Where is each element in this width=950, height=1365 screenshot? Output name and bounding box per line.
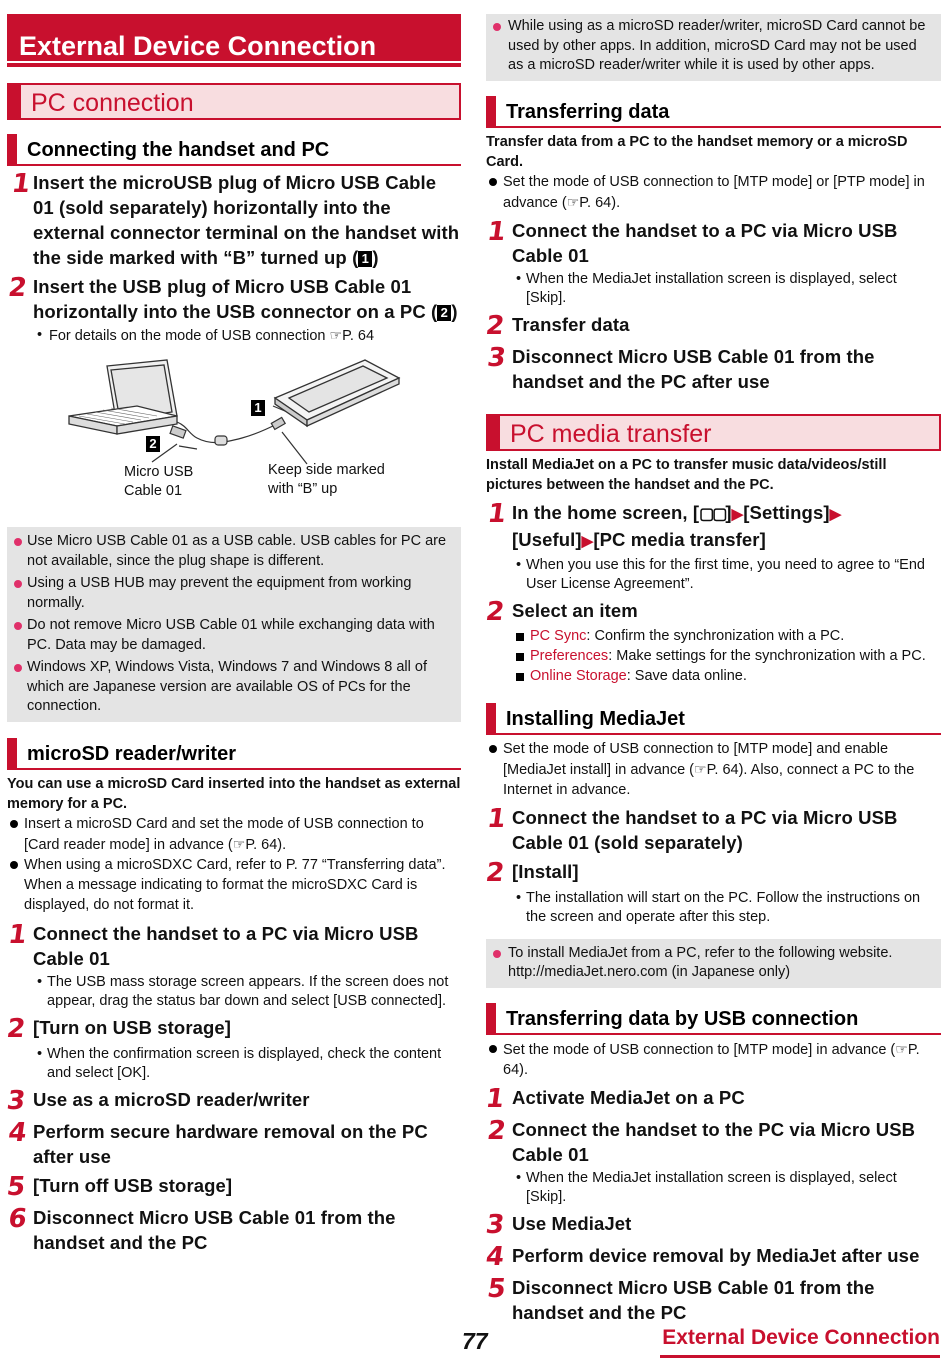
step-number: 2 <box>483 596 507 627</box>
step-text: Perform device removal by MediaJet after use <box>512 1244 920 1266</box>
step-text: Connect the handset to a PC via Micro USB Cable 01 <box>33 922 419 969</box>
page-reference[interactable]: P. 64 <box>342 328 375 344</box>
step-number: 2 <box>6 273 29 303</box>
transferring-lead: Transfer data from a PC to the handset memory or a microSD Card. <box>486 133 908 170</box>
badge-2: 2 <box>146 436 160 452</box>
microsd-step-5 <box>4 1171 461 1202</box>
step-number: 2 <box>485 1115 508 1146</box>
connect-step-2 <box>7 274 461 324</box>
media-transfer-lead: Install MediaJet on a PC to transfer music data/videos/still pictures between the handset and the PC. <box>486 456 887 493</box>
installing-bullet: Set the mode of USB connection to [MTP mode] and enable [MediaJet install] in advance (☞P. 64). Also, connect a PC to the Internet in advance. <box>486 739 941 800</box>
step-number: 4 <box>6 1117 29 1148</box>
transferring-bullet: Set the mode of USB connection to [MTP mode] or [PTP mode] in advance (☞P. 64). <box>486 172 941 213</box>
chapter-title: External Device Connection <box>7 14 461 67</box>
footer-section-title: External Device Connection <box>662 1326 940 1349</box>
step-text: Insert the microUSB plug of Micro USB Cable 01 (sold separately) horizontally into the external connector terminal on the handset with the side marked with “B” turned up ( 1 ) <box>33 172 460 268</box>
arrow-right-icon: ▶ <box>731 505 744 523</box>
reference-icon: ☞ <box>232 835 246 852</box>
media-transfer-step-1 <box>486 500 941 554</box>
step-number: 4 <box>483 1241 507 1272</box>
step-number: 2 <box>483 310 507 341</box>
installing-step-2-note: • The installation will start on the PC. Follow the instructions on the screen and operate after this step. <box>486 889 941 927</box>
step-text: Connect the handset to a PC via Micro USB Cable 01 <box>512 219 898 266</box>
reference-icon: ☞ <box>566 193 580 210</box>
reference-icon: ☞ <box>895 1040 908 1057</box>
badge-1: 1 <box>251 400 265 416</box>
subsection-title-connecting: Connecting the handset and PC <box>7 134 461 166</box>
step-text: Disconnect Micro USB Cable 01 from the handset and the PC <box>33 1206 396 1253</box>
microsd-step-3 <box>4 1085 461 1116</box>
usb-transfer-step-3 <box>483 1209 941 1240</box>
item-pc-sync: PC Sync: Confirm the synchronization with a PC. <box>486 627 941 646</box>
handset-icon <box>275 360 399 426</box>
step-number: 1 <box>9 169 33 199</box>
note-item: Do not remove Micro USB Cable 01 while exchanging data with PC. Data may be damaged. <box>15 616 453 655</box>
usb-transfer-step-5 <box>486 1275 941 1325</box>
subsection-title-installing: Installing MediaJet <box>486 703 941 735</box>
note-item: Using a USB HUB may prevent the equipment from working normally. <box>15 574 453 613</box>
side-b-label: Keep side marked with “B” up <box>268 462 385 497</box>
microsd-step-1-note: • The USB mass storage screen appears. If the screen does not appear, drag the status bar down and select [USB connected]. <box>7 973 461 1011</box>
step-text: Connect the handset to a PC via Micro USB Cable 01 (sold separately) <box>512 806 898 853</box>
microsd-step-4 <box>7 1119 461 1169</box>
connect-step-2-note: • For details on the mode of USB connection ☞P. 64 <box>7 326 461 346</box>
microsd-step-2-note: • When the confirmation screen is displayed, check the content and select [OK]. <box>7 1045 461 1083</box>
mediajet-website-note: To install MediaJet from a PC, refer to the following website. http://mediaJet.nero.com (in Japanese only) <box>486 939 941 988</box>
note-item: Windows XP, Windows Vista, Windows 7 and Windows 8 all of which are Japanese version are available OS of PCs for the connection. <box>15 658 453 717</box>
step-number: 3 <box>483 1209 507 1240</box>
step-number: 1 <box>6 919 29 950</box>
mediajet-url-link[interactable]: http://mediaJet.nero.com (in Japanese only) <box>508 964 791 980</box>
page-reference[interactable]: P. 64). <box>503 1041 920 1078</box>
reference-icon: ☞ <box>694 760 707 777</box>
step-number: 6 <box>6 1203 29 1234</box>
item-preferences: Preferences: Make settings for the synchronization with a PC. <box>486 647 941 666</box>
microsd-bullet-2: When using a microSDXC Card, refer to P. 77 “Transferring data”. When a message indicating to format the microSDXC Card is displayed, do not format it. <box>7 855 461 915</box>
section-title-media-transfer: PC media transfer <box>486 414 941 451</box>
right-column <box>483 14 941 1325</box>
page-reference[interactable]: P. 64). <box>579 194 621 211</box>
subsection-title-transferring: Transferring data <box>486 96 941 128</box>
step-text: Transfer data <box>512 313 630 335</box>
step-number: 2 <box>4 1013 28 1044</box>
microsd-step-6 <box>7 1205 461 1255</box>
step-text: Use as a microSD reader/writer <box>33 1088 310 1110</box>
step-text: [Turn off USB storage] <box>33 1174 233 1196</box>
usb-transfer-step-4 <box>483 1241 941 1272</box>
step-text: Disconnect Micro USB Cable 01 from the handset and the PC after use <box>512 345 875 392</box>
section-title-pc-connection: PC connection <box>7 83 461 120</box>
step-number: 3 <box>4 1085 28 1116</box>
step-number: 1 <box>485 498 509 529</box>
transferring-step-3 <box>486 344 941 394</box>
laptop-phone-illustration <box>7 354 461 526</box>
note-item: Use Micro USB Cable 01 as a USB cable. USB cables for PC are not available, since the plug shape is different. <box>15 532 453 571</box>
media-transfer-step-1-note: • When you use this for the first time, you need to agree to “End User License Agreement”. <box>486 556 941 594</box>
step-number: 2 <box>483 857 507 888</box>
step-number: 3 <box>485 342 508 373</box>
left-column <box>4 14 461 1255</box>
badge-2: 2 <box>437 305 451 321</box>
step-text: Use MediaJet <box>512 1212 632 1234</box>
usb-transfer-bullet: Set the mode of USB connection to [MTP mode] in advance (☞P. 64). <box>486 1039 941 1080</box>
connect-step-1 <box>7 170 461 270</box>
microsd-step-2 <box>4 1013 461 1044</box>
badge-1: 1 <box>358 251 372 267</box>
step-number: 5 <box>4 1171 28 1202</box>
page-reference[interactable]: P. 64). <box>245 836 287 853</box>
page-reference[interactable]: P. 64). Also, connect a PC to the Internet in advance. <box>503 761 915 798</box>
step-text: Disconnect Micro USB Cable 01 from the handset and the PC <box>512 1276 875 1323</box>
item-online-storage: Online Storage: Save data online. <box>486 667 941 686</box>
step-number: 1 <box>485 803 508 834</box>
microsd-apps-note: While using as a microSD reader/writer, microSD Card cannot be used by other apps. In addition, microSD Card may not be used as a microSD reader/writer while it is used by other apps. <box>486 14 941 81</box>
step-text: Select an item <box>512 599 638 621</box>
subsection-title-microsd: microSD reader/writer <box>7 738 461 770</box>
step-text: [Install] <box>512 860 579 882</box>
usb-transfer-step-2-note: • When the MediaJet installation screen is displayed, select [Skip]. <box>486 1169 941 1207</box>
apps-grid-icon: ▢▢ <box>699 505 726 523</box>
microsd-bullet-1: Insert a microSD Card and set the mode of USB connection to [Card reader mode] in advance (☞P. 64). <box>7 814 461 855</box>
media-transfer-step-2 <box>483 596 941 627</box>
microsd-step-1 <box>7 921 461 971</box>
step-text: [Turn on USB storage] <box>33 1016 232 1038</box>
connection-diagram <box>7 354 461 526</box>
transferring-step-2 <box>483 310 941 341</box>
page-number: 77 <box>462 1328 488 1354</box>
usb-transfer-step-1 <box>483 1083 941 1114</box>
step-text: Perform secure hardware removal on the PC after use <box>33 1120 428 1167</box>
transferring-step-1 <box>486 218 941 268</box>
step-text: Insert the USB plug of Micro USB Cable 01 horizontally into the USB connector on a PC ( 2 ) <box>33 276 458 322</box>
laptop-icon <box>69 360 177 434</box>
installing-step-1 <box>486 805 941 855</box>
usb-transfer-step-2 <box>486 1117 941 1167</box>
step-text: In the home screen, [▢▢]▶[Settings]▶ [Useful]▶[PC media transfer] <box>512 501 842 550</box>
pc-connection-notes <box>7 527 461 722</box>
step-text: Connect the handset to the PC via Micro USB Cable 01 <box>512 1118 916 1165</box>
arrow-right-icon: ▶ <box>581 532 594 550</box>
cable-label: Micro USB Cable 01 <box>124 464 194 499</box>
transferring-step-1-note: • When the MediaJet installation screen is displayed, select [Skip]. <box>486 270 941 308</box>
footer-divider <box>660 1355 940 1358</box>
microsd-lead: You can use a microSD Card inserted into the handset as external memory for a PC. <box>7 775 461 812</box>
step-number: 1 <box>483 1083 507 1114</box>
installing-step-2 <box>483 857 941 888</box>
step-text: Activate MediaJet on a PC <box>512 1086 745 1108</box>
subsection-title-usb-transfer: Transferring data by USB connection <box>486 1003 941 1035</box>
arrow-right-icon: ▶ <box>829 505 842 523</box>
reference-icon: ☞ <box>329 327 343 343</box>
step-number: 1 <box>485 216 508 247</box>
step-number: 5 <box>485 1273 508 1304</box>
